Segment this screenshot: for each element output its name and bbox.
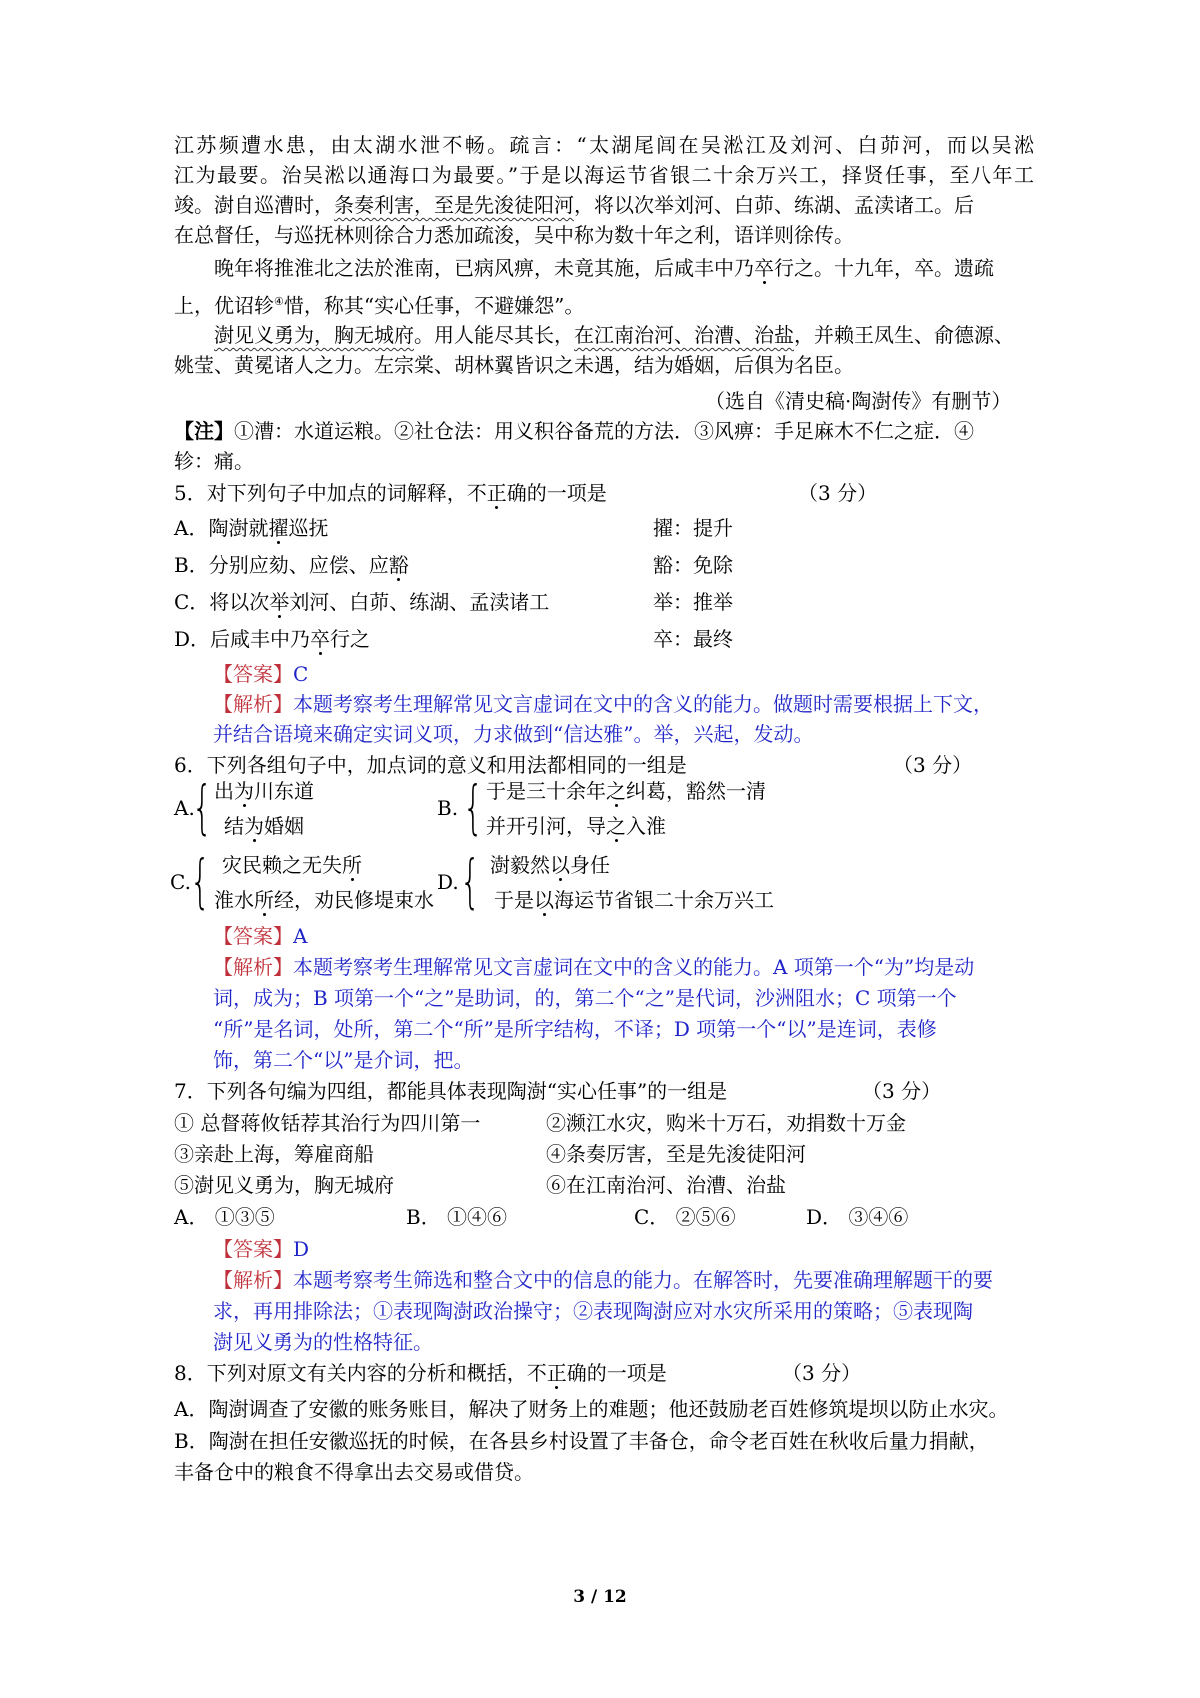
page-number: 3 / 12: [573, 1587, 627, 1607]
note-line: 轸：痛。: [174, 449, 254, 473]
option-d: D．后咸丰中乃卒行之: [174, 627, 371, 651]
option-b-gloss: 豁：免除: [653, 553, 733, 577]
q8-option-b: B．陶澍在担任安徽巡抚的时候，在各县乡村设置了丰备仓，命令老百姓在秋收后量力捐献，: [174, 1429, 989, 1453]
question-6-score: （3 分）: [893, 753, 973, 777]
brace-icon: {: [460, 847, 481, 915]
brace-icon: {: [192, 773, 213, 841]
option-b: B．分别应劾、应偿、应豁: [174, 553, 409, 577]
q7-item: ① 总督蒋攸铦荐其治行为四川第一: [174, 1111, 481, 1135]
dotted-word: 豁: [388, 553, 409, 577]
q6-label-d: D.: [437, 870, 459, 894]
option-c: C．将以次举刘河、白茆、练湖、孟渎诸工: [174, 590, 550, 614]
q7-choice-b: B． ①④⑥: [406, 1205, 508, 1229]
q6-b-line1: 于是三十余年之纠葛，豁然一清: [486, 779, 766, 803]
dotted-word: 不正确: [526, 1361, 587, 1385]
passage-line: 江苏频遭水患，由太湖水泄不畅。疏言：“太湖尾闾在吴淞江及刘河、白茆河，而以吴淞: [174, 133, 1034, 157]
option-c-gloss: 举：推举: [653, 590, 733, 614]
q6-d-line2: 于是以海运节省银二十余万兴工: [494, 888, 774, 912]
dotted-word: 之: [606, 779, 626, 803]
dotted-word: 擢: [268, 516, 289, 540]
dotted-word: 所: [254, 888, 274, 912]
q7-item: ⑤澍见义勇为，胸无城府: [174, 1173, 394, 1197]
q7-item: ⑥在江南治河、治漕、治盐: [546, 1173, 786, 1197]
q6-label-b: B.: [437, 796, 459, 820]
q7-item: ④条奏厉害，至是先浚徒阳河: [546, 1142, 806, 1166]
analysis-7-line: 澍见义勇为的性格特征。: [213, 1330, 433, 1354]
q6-a-line1: 出为川东道: [214, 779, 314, 803]
answer-5: 【答案】C: [213, 662, 309, 686]
q7-item: ③亲赴上海，筹雇商船: [174, 1142, 374, 1166]
analysis-5-line: 并结合语境来确定实词义项，力求做到“信达雅”。举，兴起，发动。: [213, 722, 814, 746]
dotted-word: 所: [342, 853, 362, 877]
q6-label-c: C.: [170, 870, 191, 894]
q6-a-line2: 结为婚姻: [224, 814, 304, 838]
dotted-word: 为: [234, 779, 254, 803]
dotted-word: 卒: [754, 256, 774, 280]
q6-c-line2: 淮水所经，劝民修堤束水: [214, 888, 434, 912]
option-a-gloss: 擢：提升: [653, 516, 733, 540]
brace-icon: {: [463, 773, 484, 841]
passage-line: 上，优诏轸④惜，称其“实心任事，不避嫌怨”。: [174, 293, 585, 318]
question-8-score: （3 分）: [782, 1361, 862, 1385]
passage-line: 竣。澍自巡漕时，条奏利害，至是先浚徒阳河，将以次举刘河、白茆、练湖、孟渎诸工。后: [174, 193, 974, 217]
q7-choice-d: D． ③④⑥: [806, 1205, 909, 1229]
analysis-6-line: 饰，第二个“以”是介词，把。: [213, 1048, 474, 1072]
dotted-word: 不正确: [466, 481, 527, 505]
dotted-word: 卒: [310, 627, 331, 651]
q6-b-line2: 并开引河，导之入淮: [486, 814, 666, 838]
q8-option-a: A．陶澍调查了安徽的账务账目，解决了财务上的难题；他还鼓励老百姓修筑堤坝以防止水灾。: [174, 1397, 1009, 1421]
dotted-word: 之: [606, 814, 626, 838]
option-d-gloss: 卒：最终: [653, 627, 733, 651]
passage-line: 江为最要。治吴淞以通海口为最要。”于是以海运节省银二十余万兴工，择贤任事，至八年工: [174, 163, 1034, 187]
question-7-stem: 7．下列各句编为四组，都能具体表现陶澍“实心任事”的一组是: [174, 1079, 728, 1103]
passage-line: 在总督任，与巡抚林则徐合力悉加疏浚，吴中称为数十年之利，语详则徐传。: [174, 223, 854, 247]
passage-source: （选自《清史稿·陶澍传》有删节）: [705, 389, 1012, 413]
analysis-7-line: 求，再用排除法；①表现陶澍政治操守；②表现陶澍应对水灾所采用的策略；⑤表现陶: [213, 1299, 973, 1323]
dotted-word: 以: [550, 853, 570, 877]
q6-c-line1: 灾民赖之无失所: [222, 853, 362, 877]
brace-icon: {: [190, 847, 211, 915]
q8-option-b-cont: 丰备仓中的粮食不得拿出去交易或借贷。: [174, 1460, 534, 1484]
dotted-word: 举: [269, 590, 290, 614]
q7-choice-c: C． ②⑤⑥: [634, 1205, 736, 1229]
question-6-stem: 6．下列各组句子中，加点词的意义和用法都相同的一组是: [174, 753, 687, 777]
question-5-score: （3 分）: [798, 481, 878, 505]
question-8-stem: 8．下列对原文有关内容的分析和概括，不正确的一项是: [174, 1361, 667, 1385]
dotted-word: 为: [244, 814, 264, 838]
q6-d-line1: 澍毅然以身任: [490, 853, 610, 877]
question-5-stem: 5．对下列句子中加点的词解释，不正确的一项是: [174, 481, 607, 505]
q7-choice-a: A． ①③⑤: [174, 1205, 275, 1229]
analysis-6-line: “所”是名词，处所，第二个“所”是所字结构，不译；D 项第一个“以”是连词，表修: [213, 1017, 937, 1041]
wavy-underlined-phrase: 在江南治河、治漕、治盐: [574, 323, 794, 347]
analysis-6: 【解析】本题考察考生理解常见文言虚词在文中的含义的能力。A 项第一个“为”均是动: [213, 955, 975, 979]
passage-line: 晚年将推淮北之法於淮南，已病风痹，未竟其施，后咸丰中乃卒行之。十九年，卒。遗疏: [214, 256, 994, 280]
option-a: A．陶澍就擢巡抚: [174, 516, 329, 540]
wavy-underlined-phrase: 条奏利害，至是先浚徒阳河: [334, 193, 574, 217]
q6-label-a: A.: [174, 796, 195, 820]
question-7-score: （3 分）: [862, 1079, 942, 1103]
analysis-5: 【解析】本题考察考生理解常见文言虚词在文中的含义的能力。做题时需要根据上下文，: [213, 692, 993, 716]
dotted-word: 以: [534, 888, 554, 912]
note-line: 【注】①漕：水道运粮。②社仓法：用义积谷备荒的方法．③风痹：手足麻木不仁之症．④: [174, 419, 974, 443]
answer-7: 【答案】D: [213, 1237, 310, 1261]
analysis-7: 【解析】本题考察考生筛选和整合文中的信息的能力。在解答时，先要准确理解题干的要: [213, 1268, 993, 1292]
wavy-underlined-phrase: 澍见义勇为，胸无城府: [214, 323, 414, 347]
passage-line: 姚莹、黄冕诸人之力。左宗棠、胡林翼皆识之未遇，结为婚姻，后俱为名臣。: [174, 353, 854, 377]
q7-item: ②濒江水灾，购米十万石，劝捐数十万金: [546, 1111, 906, 1135]
footnote-marker: ④: [274, 295, 284, 308]
analysis-6-line: 词，成为；B 项第一个“之”是助词，的，第二个“之”是代词，沙洲阻水；C 项第一个: [213, 986, 957, 1010]
passage-line: 澍见义勇为，胸无城府。用人能尽其长，在江南治河、治漕、治盐，并赖王凤生、俞德源、: [214, 323, 1014, 347]
answer-6: 【答案】A: [213, 924, 308, 948]
